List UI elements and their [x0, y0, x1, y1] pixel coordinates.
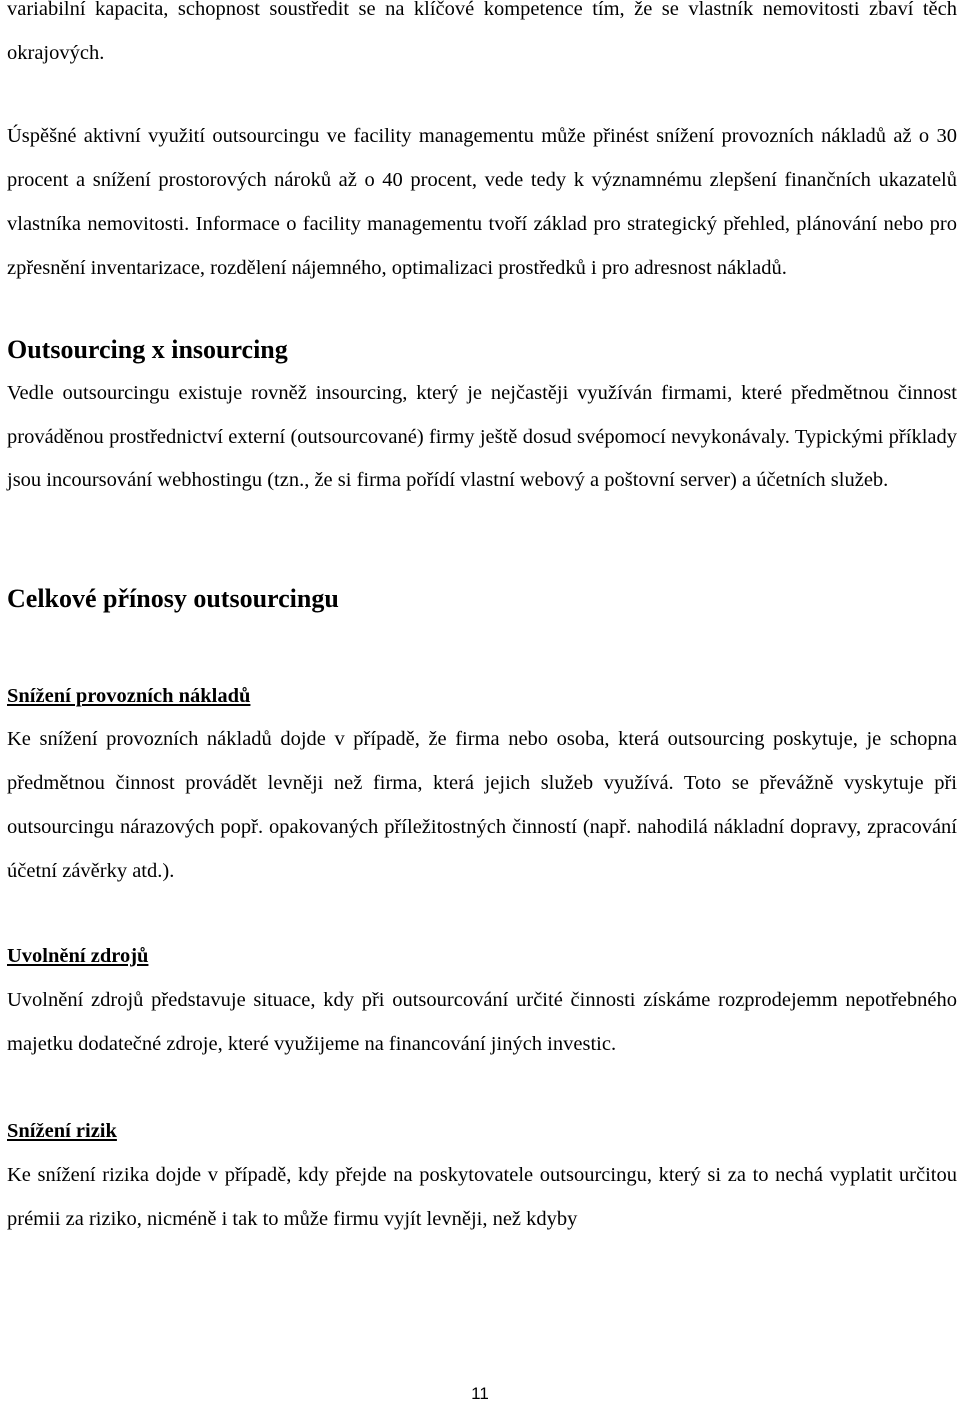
- heading-celkove-prinosy: Celkové přínosy outsourcingu: [7, 584, 339, 614]
- subheading-uvolneni-zdroju: Uvolnění zdrojů: [7, 945, 149, 968]
- document-body: [7, 0, 957, 1241]
- paragraph-aktivni-vyuziti: Úspěšné aktivní využití outsourcingu ve facility managementu může přinést snížení provozních nákladů až o 30 procent a snížení prostorových nároků až o 40 procent, vede tedy k významnému zlepšení finančních ukazatelů vlastníka nemovitosti. Informace o facility managementu tvoří základ pro strategický přehled, plánování nebo pro zpřesnění inventarizace, rozdělení nájemného, optimalizaci prostředků i pro adresnost nákladů.: [7, 125, 957, 279]
- paragraph-insourcing: Vedle outsourcingu existuje rovněž insourcing, který je nejčastěji využíván firmami, které předmětnou činnost prováděnou prostřednictví externí (outsourcované) firmy ještě dosud svépomocí nevykonávaly. Typickými příklady jsou incoursování webhostingu (tzn., že si firma pořídí vlastní webový a poštovní server) a účetních služeb.: [7, 381, 957, 492]
- page-number: 11: [471, 1384, 489, 1403]
- paragraph-uvolneni-zdroju: Uvolnění zdrojů představuje situace, kdy při outsourcování určité činnosti získáme rozprodejemm nepotřebného majetku dodatečné zdroje, které využijeme na financování jiných investic.: [7, 988, 957, 1055]
- heading-outsourcing-insourcing: Outsourcing x insourcing: [7, 335, 288, 365]
- paragraph-snizeni-nakladu: Ke snížení provozních nákladů dojde v případě, že firma nebo osoba, která outsourcing poskytuje, je schopna předmětnou činnost provádět levněji než firma, která jejich služeb využívá. Toto se převážně vyskytuje při outsourcingu nárazových popř. opakovaných příležitostných činností (např. nahodilá nákladní dopravy, zpracování účetní závěrky atd.).: [7, 728, 957, 882]
- paragraph-snizeni-rizik: Ke snížení rizika dojde v případě, kdy přejde na poskytovatele outsourcingu, který si za to nechá vyplatit určitou prémii za riziko, nicméně i tak to může firmu vyjít levněji, než kdyby: [7, 1164, 957, 1230]
- subheading-snizeni-rizik: Snížení rizik: [7, 1120, 117, 1143]
- subheading-snizeni-nakladu: Snížení provozních nákladů: [7, 684, 251, 707]
- paragraph-intro: variabilní kapacita, schopnost soustředit se na klíčové kompetence tím, že se vlastník nemovitosti zbaví těch okrajových.: [7, 0, 957, 64]
